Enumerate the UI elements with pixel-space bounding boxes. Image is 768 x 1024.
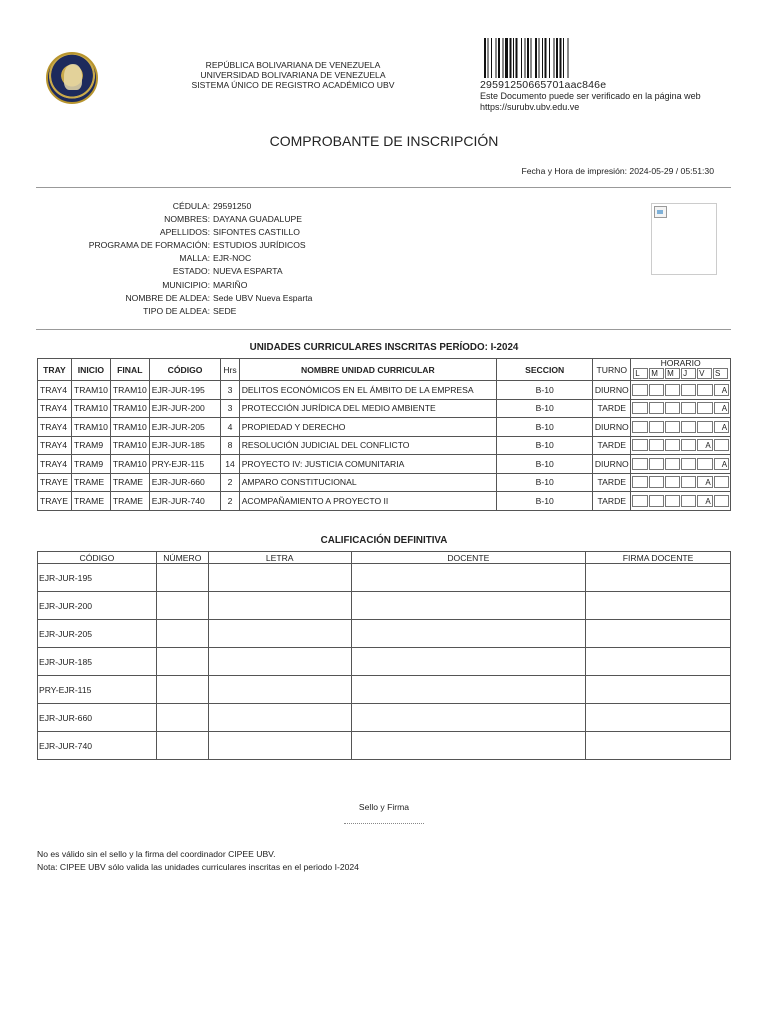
student-field xyxy=(40,252,312,265)
cell-horario xyxy=(631,492,731,511)
grade-empty-cell xyxy=(351,732,586,760)
field-label: TIPO DE ALDEA: xyxy=(143,305,210,316)
table-row xyxy=(38,436,731,455)
schedule-slot xyxy=(681,476,696,488)
units-table xyxy=(37,358,731,511)
cell-turno: TARDE xyxy=(593,473,631,492)
cell-hrs: 2 xyxy=(221,492,239,511)
day-label: L xyxy=(633,368,648,379)
grade-empty-cell xyxy=(586,676,731,704)
field-label: MUNICIPIO: xyxy=(162,279,210,290)
schedule-slot xyxy=(632,402,647,414)
cell-tray: TRAY4 xyxy=(38,418,72,437)
grade-empty-cell xyxy=(351,592,586,620)
day-label: M xyxy=(649,368,664,379)
student-field xyxy=(40,292,312,305)
field-label: CÉDULA: xyxy=(172,201,210,211)
university-logo xyxy=(46,52,98,104)
verification-block xyxy=(480,80,701,113)
table-row xyxy=(38,592,731,620)
grade-code: EJR-JUR-185 xyxy=(38,648,157,676)
cell-final: TRAM10 xyxy=(110,436,149,455)
grades-title: CALIFICACIÓN DEFINITIVA xyxy=(320,535,448,546)
cell-nombre: DELITOS ECONÓMICOS EN EL ÁMBITO DE LA EMPRESA xyxy=(239,381,496,400)
cell-turno: DIURNO xyxy=(593,381,631,400)
cell-tray: TRAY4 xyxy=(38,436,72,455)
grade-empty-cell xyxy=(351,564,586,592)
seal-signature-label: Sello y Firma xyxy=(358,802,410,812)
cell-codigo: PRY-EJR-115 xyxy=(149,455,221,474)
grade-empty-cell xyxy=(208,704,351,732)
grade-empty-cell xyxy=(156,620,208,648)
cell-nombre: PROPIEDAD Y DERECHO xyxy=(239,418,496,437)
cell-hrs: 2 xyxy=(221,473,239,492)
schedule-slot: A xyxy=(714,421,729,433)
cell-codigo: EJR-JUR-660 xyxy=(149,473,221,492)
schedule-slot: A xyxy=(697,476,712,488)
grade-empty-cell xyxy=(351,704,586,732)
schedule-slot xyxy=(665,495,680,507)
institution-line: REPÚBLICA BOLIVARIANA DE VENEZUELA xyxy=(205,60,381,70)
cell-inicio: TRAME xyxy=(71,473,110,492)
grade-empty-cell xyxy=(586,592,731,620)
cell-hrs: 14 xyxy=(221,455,239,474)
grade-empty-cell xyxy=(156,676,208,704)
cell-inicio: TRAM10 xyxy=(71,381,110,400)
table-row xyxy=(38,676,731,704)
cell-horario xyxy=(631,436,731,455)
field-label: ESTADO: xyxy=(172,266,210,277)
cell-seccion: B-10 xyxy=(497,492,593,511)
cell-seccion: B-10 xyxy=(497,436,593,455)
schedule-slot xyxy=(632,384,647,396)
table-row xyxy=(38,473,731,492)
schedule-slot xyxy=(665,421,680,433)
student-field xyxy=(40,305,312,318)
signature-line xyxy=(344,823,424,824)
field-value: SIFONTES CASTILLO xyxy=(213,227,300,238)
schedule-slot xyxy=(649,384,664,396)
col-inicio: INICIO xyxy=(71,359,110,381)
cell-nombre: PROYECTO IV: JUSTICIA COMUNITARIA xyxy=(239,455,496,474)
grade-code: EJR-JUR-660 xyxy=(38,704,157,732)
grade-code: EJR-JUR-205 xyxy=(38,620,157,648)
cell-nombre: AMPARO CONSTITUCIONAL xyxy=(239,473,496,492)
barcode xyxy=(484,38,606,78)
grade-code: EJR-JUR-740 xyxy=(38,732,157,760)
field-value: SEDE xyxy=(213,305,237,316)
schedule-slot: A xyxy=(714,384,729,396)
day-label: S xyxy=(713,368,728,379)
field-label: APELLIDOS: xyxy=(159,227,210,238)
institution-header xyxy=(160,60,426,90)
document-title: COMPROBANTE DE INSCRIPCIÓN xyxy=(269,133,499,149)
grade-empty-cell xyxy=(586,564,731,592)
table-row xyxy=(38,732,731,760)
schedule-slot xyxy=(697,402,712,414)
schedule-slot xyxy=(714,439,729,451)
cell-turno: DIURNO xyxy=(593,455,631,474)
cell-nombre: PROTECCIÓN JURÍDICA DEL MEDIO AMBIENTE xyxy=(239,399,496,418)
cell-final: TRAME xyxy=(110,473,149,492)
student-field xyxy=(40,265,312,278)
table-row xyxy=(38,704,731,732)
cell-turno: TARDE xyxy=(593,436,631,455)
schedule-slot xyxy=(665,439,680,451)
schedule-slot xyxy=(649,421,664,433)
cell-codigo: EJR-JUR-740 xyxy=(149,492,221,511)
table-row xyxy=(38,564,731,592)
student-photo xyxy=(651,203,717,275)
cell-tray: TRAY4 xyxy=(38,455,72,474)
table-row xyxy=(38,648,731,676)
student-field xyxy=(40,200,312,213)
cell-horario xyxy=(631,418,731,437)
broken-image-icon xyxy=(654,206,667,218)
footer-notes xyxy=(37,848,359,874)
units-title: UNIDADES CURRICULARES INSCRITAS PERÍODO: I-2024 xyxy=(249,342,519,353)
note-line: No es válido sin el sello y la firma del coordinador CIPEE UBV. xyxy=(37,849,276,859)
grade-empty-cell xyxy=(156,564,208,592)
schedule-slot xyxy=(681,439,696,451)
cell-inicio: TRAM10 xyxy=(71,418,110,437)
schedule-slot xyxy=(649,495,664,507)
grade-empty-cell xyxy=(586,620,731,648)
schedule-slot xyxy=(697,421,712,433)
field-value: ESTUDIOS JURÍDICOS xyxy=(213,240,306,251)
cell-final: TRAM10 xyxy=(110,418,149,437)
grade-empty-cell xyxy=(208,648,351,676)
grade-empty-cell xyxy=(351,648,586,676)
schedule-slot xyxy=(681,495,696,507)
schedule-slot xyxy=(681,402,696,414)
col-turno: TURNO xyxy=(593,359,631,381)
cell-seccion: B-10 xyxy=(497,455,593,474)
schedule-slot xyxy=(681,421,696,433)
cell-turno: DIURNO xyxy=(593,418,631,437)
day-label: M xyxy=(665,368,680,379)
day-label: V xyxy=(697,368,712,379)
note-line: Nota: CIPEE UBV sólo valida las unidades curriculares inscritas en el periodo I-2024 xyxy=(37,862,359,872)
cell-horario xyxy=(631,455,731,474)
cell-hrs: 3 xyxy=(221,399,239,418)
cell-final: TRAM10 xyxy=(110,381,149,400)
grade-empty-cell xyxy=(208,564,351,592)
cell-tray: TRAYE xyxy=(38,473,72,492)
field-value: EJR-NOC xyxy=(213,253,252,264)
table-row xyxy=(38,381,731,400)
grades-table xyxy=(37,551,731,760)
cell-seccion: B-10 xyxy=(497,399,593,418)
schedule-slot xyxy=(632,458,647,470)
field-value: MARIÑO xyxy=(213,279,248,290)
cell-horario xyxy=(631,399,731,418)
schedule-slot xyxy=(649,458,664,470)
grade-code: PRY-EJR-115 xyxy=(38,676,157,704)
verification-url: https://surubv.ubv.edu.ve xyxy=(480,102,580,112)
field-value: Sede UBV Nueva Esparta xyxy=(213,292,313,303)
cell-codigo: EJR-JUR-185 xyxy=(149,436,221,455)
cell-turno: TARDE xyxy=(593,399,631,418)
student-field xyxy=(40,279,312,292)
col-final: FINAL xyxy=(110,359,149,381)
cell-horario xyxy=(631,381,731,400)
field-value: 29591250 xyxy=(213,201,252,211)
schedule-slot xyxy=(665,402,680,414)
student-field xyxy=(40,239,312,252)
cell-hrs: 4 xyxy=(221,418,239,437)
table-row xyxy=(38,399,731,418)
field-value: DAYANA GUADALUPE xyxy=(213,214,302,225)
print-date: Fecha y Hora de impresión: 2024-05-29 / 05:51:30 xyxy=(521,166,714,176)
table-row xyxy=(38,620,731,648)
schedule-slot xyxy=(632,439,647,451)
cell-inicio: TRAM9 xyxy=(71,436,110,455)
divider xyxy=(36,187,731,188)
schedule-slot xyxy=(697,384,712,396)
grade-empty-cell xyxy=(208,732,351,760)
schedule-slot xyxy=(714,476,729,488)
grade-empty-cell xyxy=(586,732,731,760)
col-codigo: CÓDIGO xyxy=(149,359,221,381)
student-info xyxy=(40,200,312,318)
table-row xyxy=(38,492,731,511)
grades-col-header: FIRMA DOCENTE xyxy=(586,552,731,564)
student-field xyxy=(40,213,312,226)
col-nombre: NOMBRE UNIDAD CURRICULAR xyxy=(239,359,496,381)
grade-empty-cell xyxy=(156,704,208,732)
cell-tray: TRAY4 xyxy=(38,399,72,418)
field-label: PROGRAMA DE FORMACIÓN: xyxy=(88,240,210,251)
grades-col-header: NÚMERO xyxy=(156,552,208,564)
grade-empty-cell xyxy=(586,704,731,732)
grades-col-header: CÓDIGO xyxy=(38,552,157,564)
cell-turno: TARDE xyxy=(593,492,631,511)
cell-tray: TRAYE xyxy=(38,492,72,511)
grades-col-header: DOCENTE xyxy=(351,552,586,564)
divider xyxy=(36,329,731,330)
schedule-slot xyxy=(632,495,647,507)
cell-horario xyxy=(631,473,731,492)
field-label: MALLA: xyxy=(179,253,210,264)
col-hrs: Hrs xyxy=(221,359,239,381)
cell-inicio: TRAME xyxy=(71,492,110,511)
field-label: NOMBRES: xyxy=(164,214,210,225)
cell-codigo: EJR-JUR-205 xyxy=(149,418,221,437)
schedule-slot xyxy=(714,495,729,507)
cell-seccion: B-10 xyxy=(497,381,593,400)
cell-final: TRAME xyxy=(110,492,149,511)
schedule-slot xyxy=(649,476,664,488)
cell-nombre: RESOLUCIÓN JUDICIAL DEL CONFLICTO xyxy=(239,436,496,455)
grade-code: EJR-JUR-200 xyxy=(38,592,157,620)
cell-seccion: B-10 xyxy=(497,418,593,437)
schedule-slot xyxy=(681,458,696,470)
verification-text: Este Documento puede ser verificado en la página web xyxy=(480,91,701,101)
grade-code: EJR-JUR-195 xyxy=(38,564,157,592)
schedule-slot xyxy=(632,476,647,488)
cell-hrs: 8 xyxy=(221,436,239,455)
field-label: NOMBRE DE ALDEA: xyxy=(125,292,210,303)
table-row xyxy=(38,455,731,474)
grade-empty-cell xyxy=(156,592,208,620)
cell-inicio: TRAM10 xyxy=(71,399,110,418)
schedule-slot xyxy=(665,458,680,470)
cell-codigo: EJR-JUR-195 xyxy=(149,381,221,400)
verification-code: 29591250665701aac846e xyxy=(480,79,607,91)
cell-codigo: EJR-JUR-200 xyxy=(149,399,221,418)
schedule-slot: A xyxy=(714,458,729,470)
col-horario: HORARIO xyxy=(631,359,731,369)
schedule-slot: A xyxy=(714,402,729,414)
field-value: NUEVA ESPARTA xyxy=(213,266,283,277)
cell-final: TRAM10 xyxy=(110,455,149,474)
schedule-slot: A xyxy=(697,439,712,451)
schedule-slot xyxy=(681,384,696,396)
col-tray: TRAY xyxy=(38,359,72,381)
schedule-slot xyxy=(697,458,712,470)
cell-hrs: 3 xyxy=(221,381,239,400)
cell-nombre: ACOMPAÑAMIENTO A PROYECTO II xyxy=(239,492,496,511)
cell-tray: TRAY4 xyxy=(38,381,72,400)
grades-col-header: LETRA xyxy=(208,552,351,564)
schedule-slot: A xyxy=(697,495,712,507)
grade-empty-cell xyxy=(208,592,351,620)
cell-final: TRAM10 xyxy=(110,399,149,418)
schedule-slot xyxy=(665,384,680,396)
grade-empty-cell xyxy=(208,620,351,648)
schedule-slot xyxy=(649,402,664,414)
schedule-slot xyxy=(649,439,664,451)
grade-empty-cell xyxy=(156,648,208,676)
grade-empty-cell xyxy=(586,648,731,676)
grade-empty-cell xyxy=(351,676,586,704)
student-field xyxy=(40,226,312,239)
schedule-slot xyxy=(665,476,680,488)
col-seccion: SECCION xyxy=(497,359,593,381)
horario-days xyxy=(631,368,731,381)
day-label: J xyxy=(681,368,696,379)
cell-inicio: TRAM9 xyxy=(71,455,110,474)
institution-line: UNIVERSIDAD BOLIVARIANA DE VENEZUELA xyxy=(200,70,386,80)
grade-empty-cell xyxy=(156,732,208,760)
cell-seccion: B-10 xyxy=(497,473,593,492)
schedule-slot xyxy=(632,421,647,433)
grade-empty-cell xyxy=(351,620,586,648)
table-row xyxy=(38,418,731,437)
institution-line: SISTEMA ÚNICO DE REGISTRO ACADÉMICO UBV xyxy=(191,80,395,90)
grade-empty-cell xyxy=(208,676,351,704)
